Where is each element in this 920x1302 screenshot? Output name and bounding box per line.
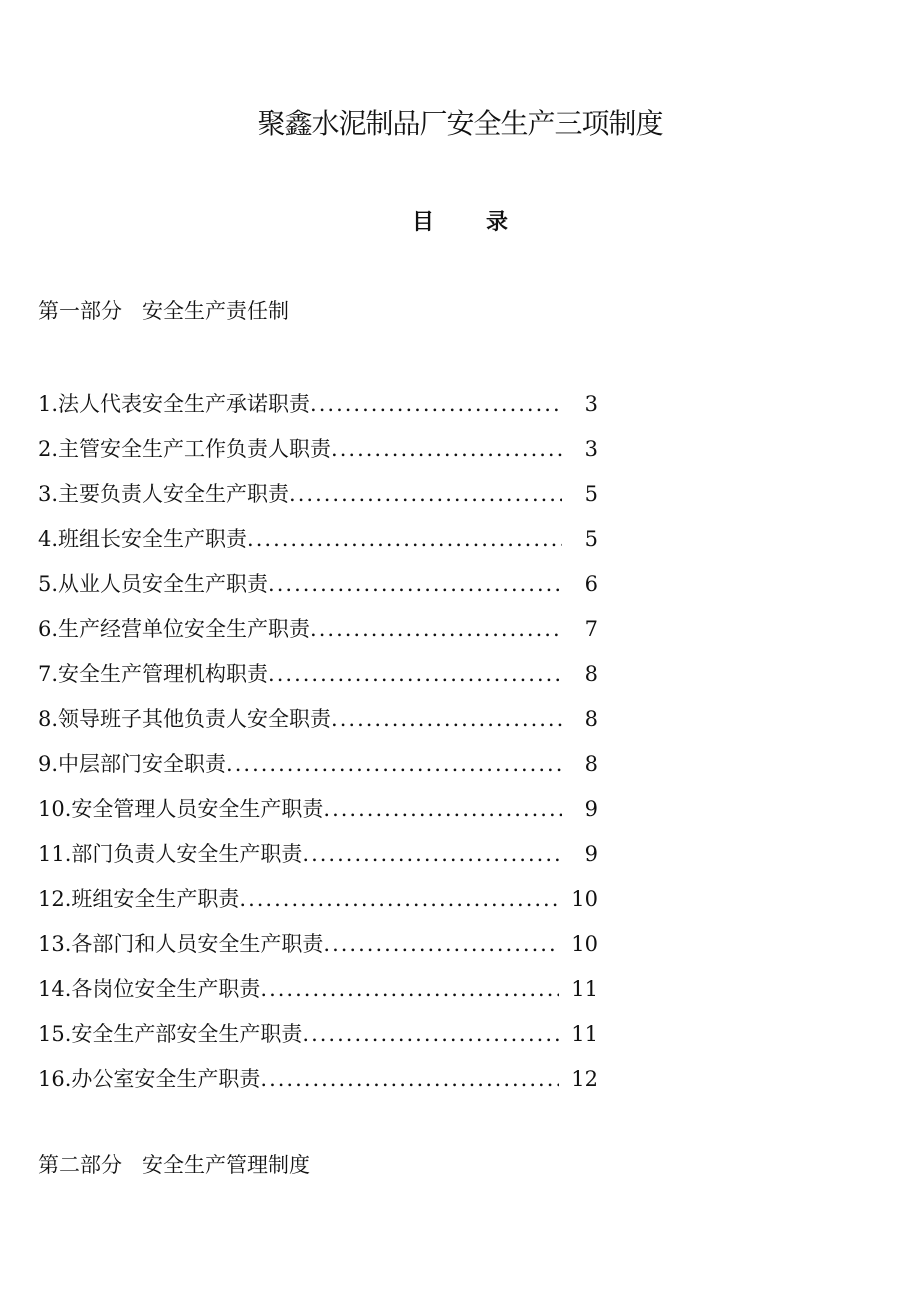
toc-entry-label: 各岗位安全生产职责 [71, 977, 261, 1001]
toc-entry-number: 11. [38, 842, 72, 866]
toc-entry [38, 838, 598, 883]
toc-dot-leader [289, 478, 562, 510]
toc-entry [38, 883, 598, 928]
toc-dot-leader [331, 433, 562, 465]
toc-entry-label: 从业人员安全生产职责 [58, 572, 269, 596]
toc-entry-page: 10 [571, 932, 598, 956]
toc-entry-number: 4. [38, 527, 59, 551]
toc-entry-label: 生产经营单位安全生产职责 [58, 617, 311, 641]
toc-entry-label: 主管安全生产工作负责人职责 [58, 437, 332, 461]
toc-entry-number: 7. [38, 662, 59, 686]
toc-entry-number: 13. [38, 932, 72, 956]
toc-entry [38, 973, 598, 1018]
toc-list [38, 388, 598, 1108]
part-one-heading [38, 296, 289, 326]
toc-heading-char-2: 录 [486, 209, 509, 235]
toc-entry-label: 班组安全生产职责 [71, 887, 240, 911]
toc-dot-leader [239, 883, 559, 915]
toc-entry-page: 3 [584, 392, 598, 416]
toc-entry [38, 478, 598, 523]
toc-entry-label: 各部门和人员安全生产职责 [71, 932, 324, 956]
toc-entry-label: 班组长安全生产职责 [58, 527, 248, 551]
toc-entry-label: 部门负责人安全生产职责 [71, 842, 303, 866]
toc-dot-leader [226, 748, 562, 780]
toc-dot-leader [247, 523, 562, 555]
toc-entry-page: 9 [584, 842, 598, 866]
toc-dot-leader [323, 793, 562, 825]
toc-entry-label: 办公室安全生产职责 [71, 1067, 261, 1091]
toc-entry-number: 8. [38, 707, 59, 731]
toc-entry [38, 793, 598, 838]
toc-dot-leader [302, 838, 562, 870]
toc-entry-page: 3 [584, 437, 598, 461]
toc-entry-number: 14. [38, 977, 72, 1001]
toc-dot-leader [302, 1018, 559, 1050]
toc-entry [38, 523, 598, 568]
toc-entry-page: 11 [571, 977, 598, 1001]
toc-dot-leader [268, 568, 562, 600]
part-two-label: 第二部分 [38, 1153, 122, 1177]
toc-dot-leader [331, 703, 562, 735]
toc-entry-number: 1. [38, 392, 59, 416]
toc-entry [38, 703, 598, 748]
toc-entry-label: 主要负责人安全生产职责 [58, 482, 290, 506]
toc-entry-page: 11 [571, 1022, 598, 1046]
toc-entry-number: 15. [38, 1022, 72, 1046]
toc-entry-page: 6 [584, 572, 598, 596]
toc-entry-page: 9 [584, 797, 598, 821]
toc-entry-number: 10. [38, 797, 72, 821]
toc-entry-page: 8 [584, 752, 598, 776]
toc-entry-page: 8 [584, 662, 598, 686]
toc-entry [38, 1063, 598, 1108]
toc-entry [38, 433, 598, 478]
part-one-title: 安全生产责任制 [142, 299, 289, 323]
toc-dot-leader [310, 388, 562, 420]
toc-entry-number: 3. [38, 482, 59, 506]
toc-entry-label: 领导班子其他负责人安全职责 [58, 707, 332, 731]
toc-entry-page: 5 [584, 527, 598, 551]
toc-dot-leader [268, 658, 562, 690]
toc-entry [38, 748, 598, 793]
toc-dot-leader [310, 613, 562, 645]
toc-dot-leader [260, 1063, 559, 1095]
part-two-heading [38, 1150, 310, 1180]
toc-entry-number: 6. [38, 617, 59, 641]
toc-entry [38, 928, 598, 973]
toc-entry-number: 16. [38, 1067, 72, 1091]
toc-entry-page: 8 [584, 707, 598, 731]
toc-entry [38, 658, 598, 703]
toc-entry-number: 2. [38, 437, 59, 461]
document-title: 聚鑫水泥制品厂安全生产三项制度 [257, 107, 663, 140]
toc-entry-label: 安全管理人员安全生产职责 [71, 797, 324, 821]
toc-entry-label: 法人代表安全生产承诺职责 [58, 392, 311, 416]
toc-entry [38, 388, 598, 433]
toc-entry [38, 1018, 598, 1063]
toc-entry [38, 568, 598, 613]
toc-entry-label: 中层部门安全职责 [58, 752, 227, 776]
toc-entry-page: 7 [584, 617, 598, 641]
toc-heading [0, 205, 920, 239]
toc-entry [38, 613, 598, 658]
toc-entry-number: 9. [38, 752, 59, 776]
toc-entry-page: 5 [584, 482, 598, 506]
toc-dot-leader [323, 928, 559, 960]
toc-dot-leader [260, 973, 559, 1005]
toc-entry-label: 安全生产管理机构职责 [58, 662, 269, 686]
toc-entry-label: 安全生产部安全生产职责 [71, 1022, 303, 1046]
toc-heading-char-1: 目 [411, 209, 434, 235]
toc-entry-page: 12 [571, 1067, 598, 1091]
toc-entry-number: 5. [38, 572, 59, 596]
toc-entry-number: 12. [38, 887, 72, 911]
part-one-label: 第一部分 [38, 299, 122, 323]
part-two-title: 安全生产管理制度 [142, 1153, 310, 1177]
toc-entry-page: 10 [571, 887, 598, 911]
